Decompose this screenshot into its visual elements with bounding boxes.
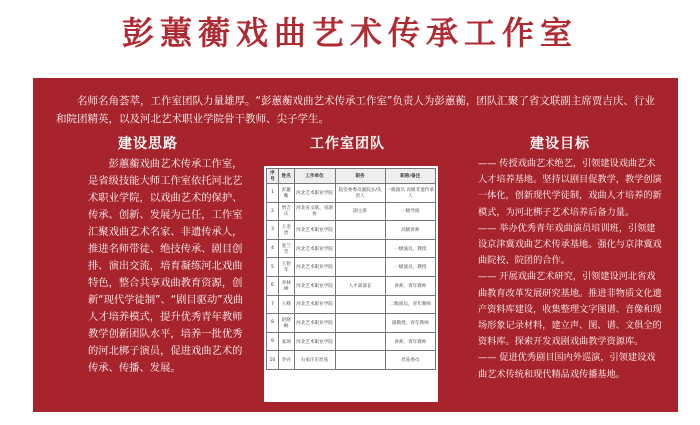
table-cell: 10 (267, 351, 279, 370)
table-cell: 赵晓楠 (278, 314, 294, 333)
table-cell: 李亮 (278, 351, 294, 370)
table-cell: 王金贵 (278, 221, 294, 240)
table-cell: 二级演员，青年教师 (385, 295, 435, 314)
table-cell: 7 (267, 295, 279, 314)
table-cell: 贾吉庆 (278, 202, 294, 221)
table-cell (335, 239, 385, 258)
table-cell: 河北省文联、省剧协 (294, 202, 335, 221)
table-cell: 河北艺术职业学院 (294, 239, 335, 258)
team-table (266, 168, 436, 370)
table-cell: 副教授，青年教师 (385, 314, 435, 333)
table-cell: 副主席 (335, 202, 385, 221)
goal-item: —— 传授戏曲艺术绝艺，引领建设戏曲艺术人才培养基地。坚持以剧目促教学，教学创演一体化，创新现代学徒制，戏曲人才培养的新模式，为河北梆子艺术培养后备力量。 (478, 158, 662, 218)
table-cell (335, 314, 385, 333)
table-cell: 河北艺术职业学院 (294, 221, 335, 240)
table-row (267, 221, 436, 240)
table-row (267, 258, 436, 277)
table-cell: 4 (267, 239, 279, 258)
team-heading: 工作室团队 (310, 136, 385, 152)
table-cell: 王峰 (278, 295, 294, 314)
goal-item: —— 举办优秀青年戏曲演员培训班，引领建设京津冀戏曲艺术传承基地。强化与京津冀戏曲院校、院团的合作。 (478, 222, 662, 267)
table-cell: 3 (267, 221, 279, 240)
table-cell: 讲师，青年教师 (385, 276, 435, 295)
table-cell: 一级演员，教授 (385, 258, 435, 277)
table-cell (335, 351, 385, 370)
table-cell: 一级导演 (385, 202, 435, 221)
intro-text: 名师名角荟萃，工作室团队力量雄厚。“彭蕙蘅戏曲艺术传承工作室”负责人为彭蕙蘅，团队汇聚了省文联副主席贾吉庆、行业和院团精英，以及河北艺术职业学院骨干教师、尖子学生。 (56, 95, 655, 125)
table-row (267, 295, 436, 314)
table-cell (335, 295, 385, 314)
table-header-cell: 职称/备注 (385, 169, 435, 184)
table-row (267, 332, 436, 351)
table-cell: 张兰芳 (278, 239, 294, 258)
table-cell: 5 (267, 258, 279, 277)
table-row (267, 202, 436, 221)
table-header-cell: 序号 (267, 169, 279, 184)
table-cell: 河北艺术职业学院 (294, 258, 335, 277)
table-row (267, 276, 436, 295)
table-cell: 一级演员 省级非遗传承人 (385, 184, 435, 203)
table-cell: 河北艺术职业学院 (294, 184, 335, 203)
left-heading: 建设思路 (118, 136, 178, 152)
table-cell: 9 (267, 332, 279, 351)
table-cell: 丝弦委员 (385, 351, 435, 370)
table-row (267, 351, 436, 370)
table-cell: 河北艺术职业学院 (294, 295, 335, 314)
table-row (267, 314, 436, 333)
table-cell: 张颂 (278, 332, 294, 351)
table-cell: 李林峰 (278, 276, 294, 295)
table-cell (335, 332, 385, 351)
table-header-row (267, 169, 436, 184)
table-cell: 人才部部长 (335, 276, 385, 295)
table-cell: 河北艺术职业学院 (294, 276, 335, 295)
right-heading: 建设目标 (530, 136, 590, 152)
table-cell: 河北艺术职业学院 (294, 332, 335, 351)
table-cell (335, 258, 385, 277)
page-title: 彭蕙蘅戏曲艺术传承工作室 (121, 14, 578, 52)
table-header-cell: 姓名 (278, 169, 294, 184)
table-cell (335, 221, 385, 240)
right-body (478, 156, 664, 383)
table-row (267, 239, 436, 258)
table-cell: 高级讲师 (385, 221, 435, 240)
left-body: 彭蕙蘅戏曲艺术传承工作室，是省级技能大师工作室依托河北艺术职业学院，以戏曲艺术的保护、传承、创新、发展为己任，工作室汇聚戏曲艺术名家、非遗传承人，推进名师带徒、绝技传承、剧目创排、演出交流，培育凝练河北戏曲特色，整合共享戏曲教育资源，创新“现代学徒制”、“剧目驱动”戏曲人才培养模式，提升优秀青年教师教学创新团队水平，培养一批优秀的河北梆子演员，促进戏曲艺术的传承、传播、发展。 (88, 158, 244, 374)
table-cell: 1 (267, 184, 279, 203)
table-cell: 2 (267, 202, 279, 221)
table-cell: 河北艺术职业学院 (294, 314, 335, 333)
table-row (267, 184, 436, 203)
goal-item: —— 促进优秀剧目国内外巡演，引领建设戏曲艺术传统和现代精品戏传播基地。 (478, 352, 656, 380)
table-cell: 石家庄市丝弦 (294, 351, 335, 370)
table-cell: 6 (267, 276, 279, 295)
table-cell: 一级演员，教授 (385, 239, 435, 258)
table-header-cell: 职务 (335, 169, 385, 184)
table-cell: 王智军 (278, 258, 294, 277)
table-cell: 讲师，青年教师 (385, 332, 435, 351)
goal-item: —— 开展戏曲艺术研究，引领建设河北省戏曲教育改革发展研究基地。推进非物质文化遗产资料库建设，收集整理文字图谱、音像和现场形象记录材料，建立声、图、谱、文俱全的资料库。探索开发戏剧戏曲教学资源库。 (478, 271, 662, 348)
team-table-panel (264, 166, 438, 402)
table-cell: 彭蕙蘅 (278, 184, 294, 203)
table-cell: 院党委委员副院长/负责人 (335, 184, 385, 203)
table-header-cell: 工作单位 (294, 169, 335, 184)
table-cell: 8 (267, 314, 279, 333)
